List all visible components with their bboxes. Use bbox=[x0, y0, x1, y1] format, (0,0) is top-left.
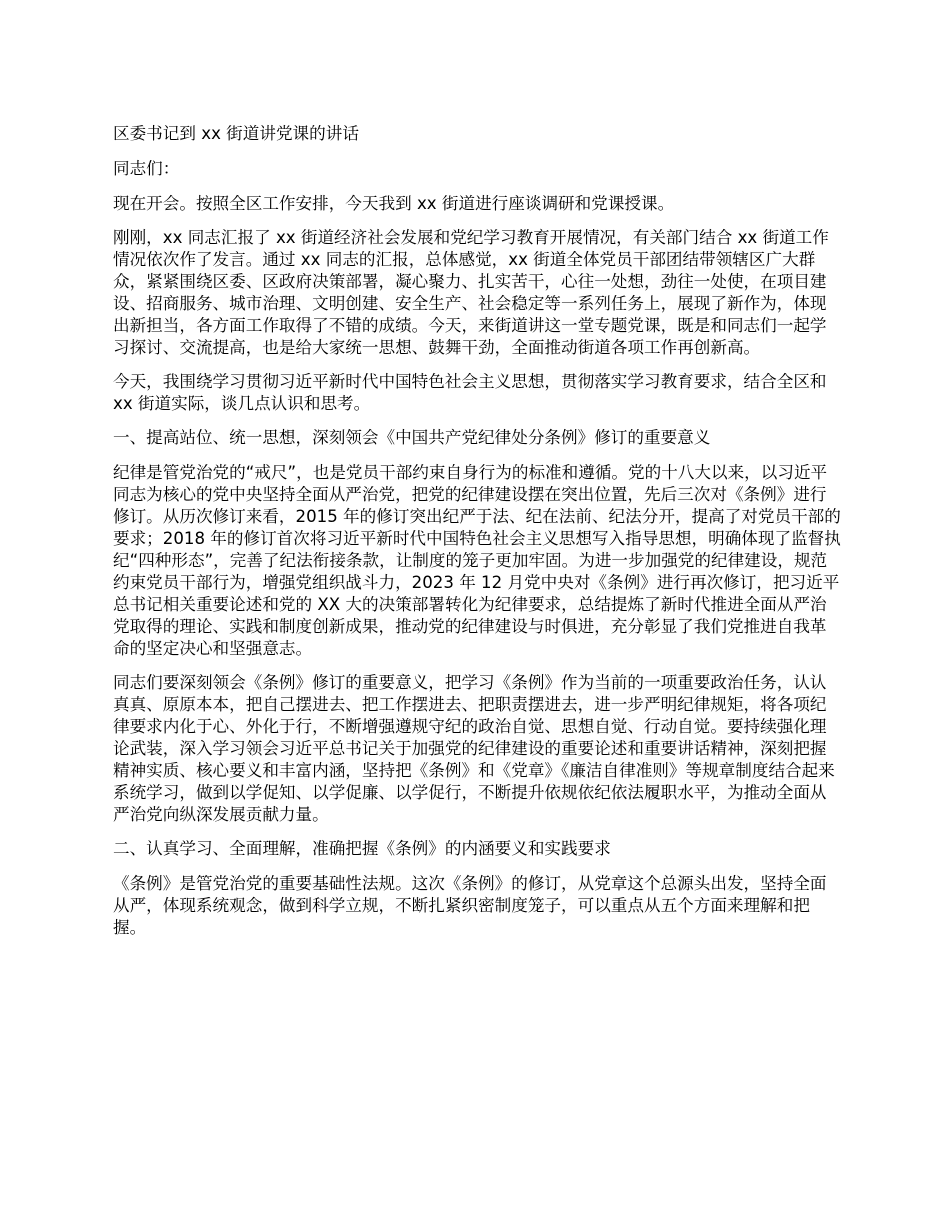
document-title: 区委书记到 xx 街道讲党课的讲话 bbox=[113, 124, 359, 143]
paragraph-opening: 现在开会。按照全区工作安排，今天我到 xx 街道进行座谈调研和党课授课。 bbox=[113, 194, 675, 213]
paragraph-study-requirement: 同志们要深刻领会《条例》修订的重要意义，把学习《条例》作为当前的一项重要政治任务，认认真真、原原本本，把自己摆进去、把工作摆进去、把职责摆进去，进一步严明纪律规矩，将各项纪律要求内化于心、外化于行，不断增强遵规守纪的政治自觉、思想自觉、行动自觉。要持续强化理论武装，深入学习领会习近平总书记关于加强党的纪律建设的重要论述和重要讲话精神，深刻把握精神实质、核心要义和丰富内涵，坚持把《条例》和《党章》《廉洁自律准则》等规章制度结合起来系统学习，做到以学促知、以学促廉、以学促行，不断提升依规依纪依法履职水平，为推动全面从严治党向纵深发展贡献力量。 bbox=[113, 673, 835, 824]
paragraph-summary: 刚刚，xx 同志汇报了 xx 街道经济社会发展和党纪学习教育开展情况，有关部门结合 xx 街道工作情况依次作了发言。通过 xx 同志的汇报，总体感觉，xx 街道全体党员干部团结带领辖区广大群众，紧紧围绕区委、区政府决策部署，凝心聚力、扎实苦干，心往一处想，劲往一处使，在项目建设、招商服务、城市治理、文明创建、安全生产、社会稳定等一系列任务上，展现了新作为，体现出新担当，各方面工作取得了不错的成绩。今天，来街道讲这一堂专题党课，既是和同志们一起学习探讨、交流提高，也是给大家统一思想、鼓舞干劲，全面推动街道各项工作再创新高。 bbox=[113, 228, 829, 357]
greeting: 同志们： bbox=[113, 159, 180, 178]
paragraph-discipline-history: 纪律是管党治党的“戒尺”，也是党员干部约束自身行为的标准和遵循。党的十八大以来，以习近平同志为核心的党中央坚持全面从严治党，把党的纪律建设摆在突出位置，先后三次对《条例》进行修订。从历次修订来看，2015 年的修订突出纪严于法、纪在法前、纪法分开，提高了对党员干部的要求；2018 年的修订首次将习近平新时代中国特色社会主义思想写入指导思想，明确体现了监督执纪“四种形态”，完善了纪法衔接条款，让制度的笼子更加牢固。为进一步加强党的纪律建设，规范约束党员干部行为，增强党组织战斗力，2023 年 12 月党中央对《条例》进行再次修订，把习近平总书记相关重要论述和党的 XX 大的决策部署转化为纪律要求，总结提炼了新时代推进全面从严治党取得的理论、实践和制度创新成果，推动党的纪律建设与时俱进，充分彰显了我们党推进自我革命的坚定决心和坚强意志。 bbox=[113, 463, 841, 658]
section-heading-1: 一、提高站位、统一思想，深刻领会《中国共产党纪律处分条例》修订的重要意义 bbox=[113, 428, 711, 447]
document-body bbox=[113, 123, 841, 951]
section-heading-2: 二、认真学习、全面理解，准确把握《条例》的内涵要义和实践要求 bbox=[113, 839, 611, 858]
paragraph-regulation-overview: 《条例》是管党治党的重要基础性法规。这次《条例》的修订，从党章这个总源头出发，坚持全面从严，体现系统观念，做到科学立规，不断扎紧织密制度笼子，可以重点从五个方面来理解和把握。 bbox=[113, 874, 827, 937]
paragraph-intro: 今天，我围绕学习贯彻习近平新时代中国特色社会主义思想，贯彻落实学习教育要求，结合全区和 xx 街道实际，谈几点认识和思考。 bbox=[113, 372, 827, 413]
